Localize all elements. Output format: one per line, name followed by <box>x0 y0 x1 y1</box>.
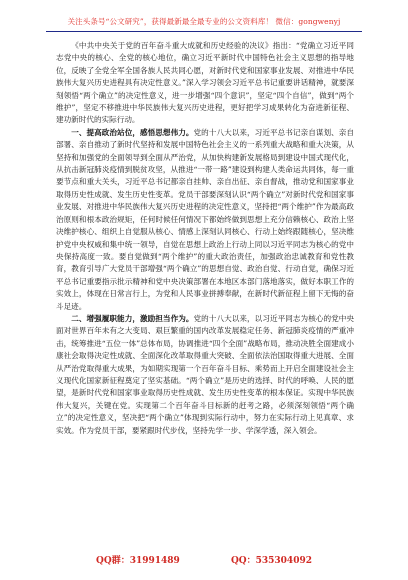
paragraph-section-2 <box>56 313 354 437</box>
paragraph-heading: 一、提高政治站位，感悟思想伟力。 <box>71 127 194 137</box>
footer-qq: QQ：535304092 <box>230 556 312 566</box>
paragraph-heading: 二、增强履职能力，激励担当作为。 <box>71 313 194 323</box>
paragraph-text: 党的十八大以来，习近平总书记亲自谋划、亲自部署、亲自推动了新时代坚持和发展中国特色社会主义的一系列重大战略和重大决策，从坚持和加强党的全面领导到全面从严治党，从加快构建新发展格局到建设中国式现代化，从抗击新冠肺炎疫情到脱贫攻坚，从推进“一带一路”建设到构建人类命运共同体，每一重要节点和重大关头，习近平总书记都亲自挂帅、亲自出征、亲自督战，推动党和国家事业取得历史性成就、发生历史性变革。党员干部要深刻认识“两个确立”对新时代党和国家事业发展、对推进中华民族伟大复兴历史进程的决定性意义，坚持把“两个维护”作为最高政治原则和根本政治规矩，任何时候任何情况下都始终做到思想上充分信赖核心、政治上坚决维护核心、组织上自觉服从核心、情感上深刻认同核心、行动上始终跟随核心，坚决维护党中央权威和集中统一领导，自觉在思想上政治上行动上同以习近平同志为核心的党中央保持高度一致。要自觉做到“两个维护”的重大政治责任，加强政治忠诚教育和党性教育，教育引导广大党员干部增强“两个确立”的思想自觉、政治自觉、行动自觉，确保习近平总书记重要指示批示精神和党中央决策部署在本地区本部门落地落实，做好本职工作的实效上，体现在日常言行上，为党和人民事业拼搏奉献，在新时代新征程上留下无悔的奋斗足迹。 <box>56 127 355 311</box>
paragraph-text: 《中共中央关于党的百年奋斗重大成就和历史经验的决议》指出：“党确立习近平同志党中央的核心、全党的核心地位，确立习近平新时代中国特色社会主义思想的指导地位，反映了全党全军全国各族人民共同心愿，对新时代党和国家事业发展、对推进中华民族伟大复兴历史进程具有决定性意义。”深入学习领会习近平总书记重要讲话精神，就要深刻领悟“两个确立”的决定性意义，进一步增强“四个意识”，坚定“四个自信”，做到“两个维护”，坚定不移推进中华民族伟大复兴历史进程，更好把学习成果转化为奋进新征程、建功新时代的实际行动。 <box>56 41 354 125</box>
footer-qq-group: QQ群：31991489 <box>96 556 180 566</box>
footer-contact <box>0 553 408 566</box>
header-banner: 关注头条号“公文研究”，获得最新最全最专业的公文资料库！ 微信：gongwenyj <box>67 17 341 26</box>
header-rule <box>46 31 362 32</box>
paragraph-section-1 <box>56 127 354 313</box>
paragraph-text: 党的十八大以来，以习近平同志为核心的党中央面对世界百年未有之大变局、艰巨繁重的国内改革发展稳定任务、新冠肺炎疫情的严重冲击，统筹推进“五位一体”总体布局，协调推进“四个全面”战略布局，推动决胜全面建成小康社会取得决定性成就、全面深化改革取得重大突破、全面依法治国取得重大进展、全面从严治党取得重大成果，为如期实现第一个百年奋斗目标、乘势而上开启全面建设社会主义现代化国家新征程奠定了坚实基础。“两个确立”是历史的选择、时代的呼唤、人民的愿望，是新时代党和国家事业取得历史性成就、发生历史性变革的根本保证。实现中华民族伟大复兴，关键在党。实现第二个百年奋斗目标新的赶考之路，必须深刻领悟“两个确立”的决定性意义，坚决把“两个确立”体现到实际行动中，努力在实际行动上见真章、求实效。作为党员干部，要紧跟时代步伐，坚持先学一步、学深学透，深入领会。 <box>56 313 355 435</box>
document-body <box>56 40 354 437</box>
paragraph-intro <box>56 40 354 127</box>
